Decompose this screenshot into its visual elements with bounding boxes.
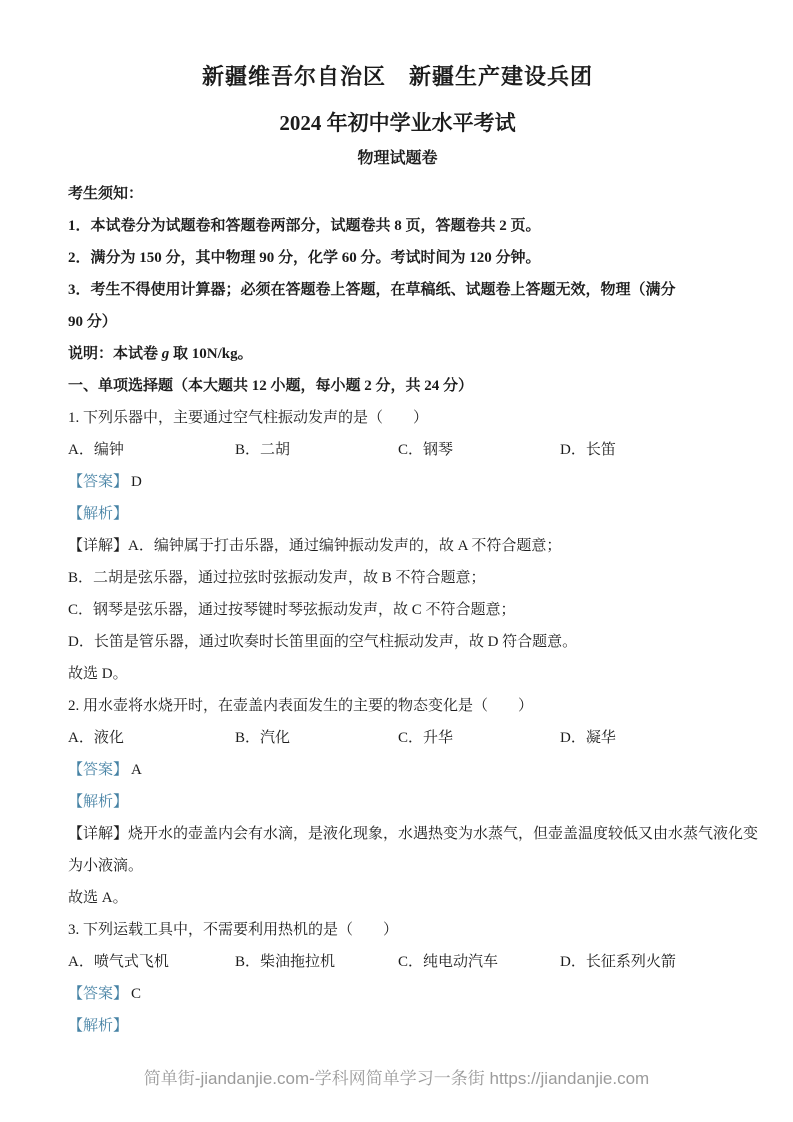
question-2-options-row bbox=[68, 722, 727, 754]
notice-heading: 考生须知： bbox=[68, 186, 144, 202]
question-3-option-d: D．长征系列火箭 bbox=[560, 954, 676, 970]
question-1-answer-line bbox=[68, 466, 727, 498]
question-2-stem: 2. 用水壶将水烧开时，在壶盖内表面发生的主要的物态变化是（ ） bbox=[68, 698, 534, 714]
question-2-option-a: A．液化 bbox=[68, 730, 124, 746]
footer-watermark: 简单街-jiandanjie.com-学科网简单学习一条街 https://jiandanjie.com bbox=[143, 1069, 650, 1088]
exam-note bbox=[68, 338, 727, 370]
question-3-option-b: B．柴油拖拉机 bbox=[235, 954, 336, 970]
question-1-option-b: B．二胡 bbox=[235, 442, 291, 458]
question-3-option-c: C．纯电动汽车 bbox=[398, 954, 499, 970]
section-heading: 一、单项选择题（本大题共 12 小题，每小题 2 分，共 24 分） bbox=[68, 378, 474, 394]
question-2-option-c: C．升华 bbox=[398, 730, 454, 746]
answer-label: 【答案】 bbox=[68, 762, 129, 778]
question-2-detail-line: 【详解】烧开水的壶盖内会有水滴，是液化现象，水遇热变为水蒸气，但壶盖温度较低又由水蒸气液化变 bbox=[68, 826, 759, 842]
question-1-answer-value: D bbox=[131, 474, 142, 490]
question-2-option-b: B．汽化 bbox=[235, 730, 291, 746]
answer-label: 【答案】 bbox=[68, 474, 129, 490]
question-1-stem: 1. 下列乐器中，主要通过空气柱振动发声的是（ ） bbox=[68, 410, 429, 426]
question-3-options-row bbox=[68, 946, 727, 978]
question-3-answer-line bbox=[68, 978, 727, 1010]
exam-name-title: 2024 年初中学业水平考试 bbox=[279, 111, 516, 135]
notice-item-3: 3．考生不得使用计算器；必须在答题卷上答题，在草稿纸、试题卷上答题无效，物理（满分 bbox=[68, 282, 676, 298]
question-1-detail-line: B．二胡是弦乐器，通过拉弦时弦振动发声，故 B 不符合题意； bbox=[68, 570, 486, 586]
notice-item-1: 1．本试卷分为试题卷和答题卷两部分，试题卷共 8 页，答题卷共 2 页。 bbox=[68, 218, 541, 234]
paper-subject-title: 物理试题卷 bbox=[357, 150, 438, 167]
question-3-stem: 3. 下列运载工具中，不需要利用热机的是（ ） bbox=[68, 922, 399, 938]
question-3-option-a: A．喷气式飞机 bbox=[68, 954, 169, 970]
question-1-option-d: D．长笛 bbox=[560, 442, 616, 458]
question-1-detail-line: C．钢琴是弦乐器，通过按琴键时琴弦振动发声，故 C 不符合题意； bbox=[68, 602, 516, 618]
analysis-label: 【解析】 bbox=[68, 1018, 129, 1034]
question-1-detail-line: 【详解】A．编钟属于打击乐器，通过编钟振动发声的，故 A 不符合题意； bbox=[68, 538, 562, 554]
question-1-option-c: C．钢琴 bbox=[398, 442, 454, 458]
notice-item-2: 2．满分为 150 分，其中物理 90 分，化学 60 分。考试时间为 120 分钟。 bbox=[68, 250, 541, 266]
gravity-symbol: g bbox=[161, 346, 170, 362]
exam-region-title: 新疆维吾尔自治区 新疆生产建设兵团 bbox=[201, 64, 593, 89]
question-1-option-a: A．编钟 bbox=[68, 442, 124, 458]
question-3-answer-value: C bbox=[131, 986, 142, 1002]
question-2-answer-line bbox=[68, 754, 727, 786]
question-2-analysis-line bbox=[68, 786, 727, 818]
question-1-conclusion: 故选 D。 bbox=[68, 666, 128, 682]
question-2-answer-value: A bbox=[131, 762, 142, 778]
analysis-label: 【解析】 bbox=[68, 506, 129, 522]
question-1-analysis-line bbox=[68, 498, 727, 530]
exam-note-suffix: 取 10N/kg。 bbox=[169, 346, 253, 362]
analysis-label: 【解析】 bbox=[68, 794, 129, 810]
answer-label: 【答案】 bbox=[68, 986, 129, 1002]
question-1-options-row bbox=[68, 434, 727, 466]
question-1-detail-line: D．长笛是管乐器，通过吹奏时长笛里面的空气柱振动发声，故 D 符合题意。 bbox=[68, 634, 578, 650]
question-2-option-d: D．凝华 bbox=[560, 730, 616, 746]
question-2-detail-line: 为小液滴。 bbox=[68, 858, 144, 874]
notice-item-3-continued: 90 分） bbox=[68, 314, 117, 330]
question-3-analysis-line bbox=[68, 1010, 727, 1042]
exam-note-prefix: 说明：本试卷 bbox=[68, 346, 162, 362]
question-2-conclusion: 故选 A。 bbox=[68, 890, 128, 906]
